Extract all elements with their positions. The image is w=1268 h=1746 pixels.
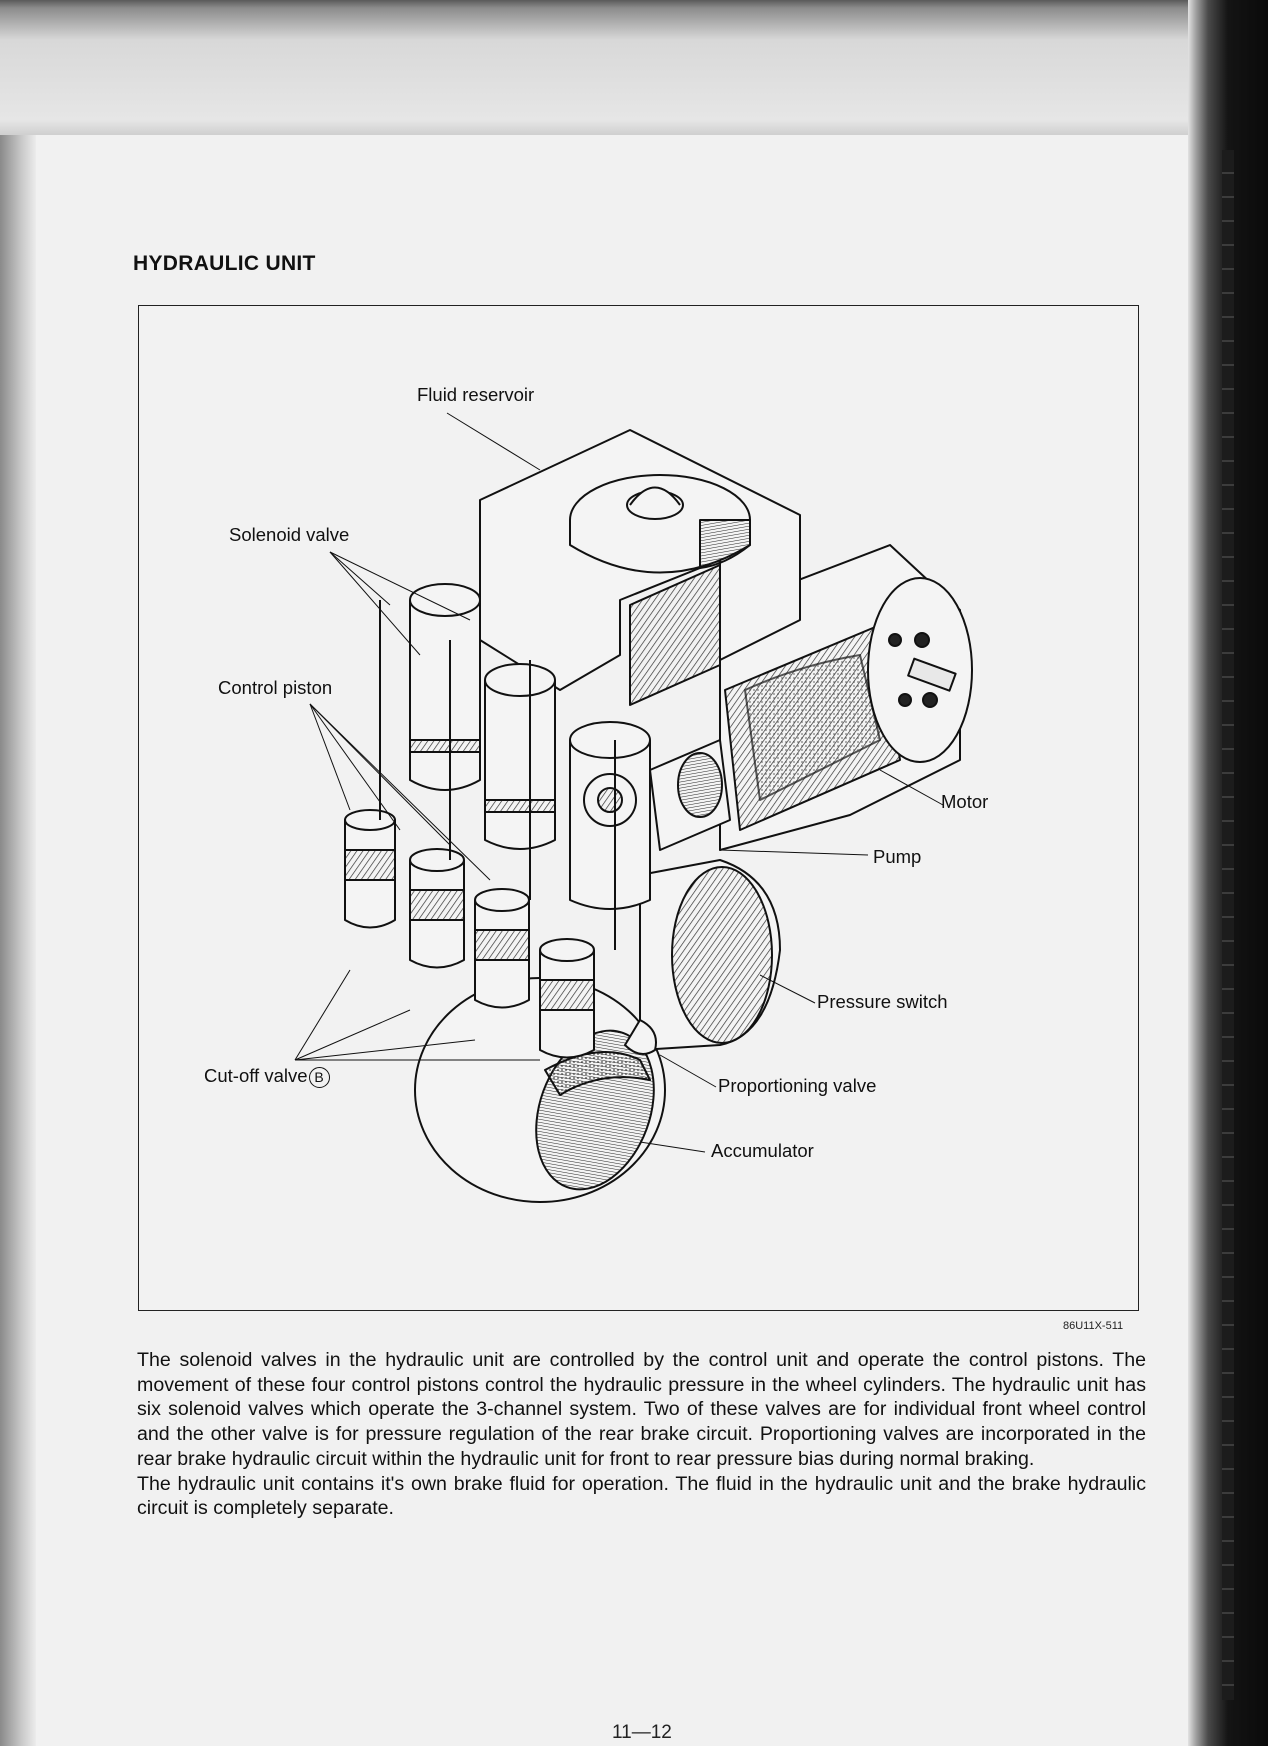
label-solenoid-valve: Solenoid valve (229, 524, 350, 545)
label-pressure-switch: Pressure switch (817, 991, 948, 1012)
cutoff-valve-circled-mark: B (309, 1067, 330, 1088)
page-number: 11—12 (612, 1722, 672, 1743)
label-cutoff-valve (204, 1065, 330, 1088)
section-title: HYDRAULIC UNIT (133, 252, 316, 275)
label-cutoff-valve-text: Cut-off valve (204, 1065, 308, 1086)
body-paragraph-2: The hydraulic unit contains it's own brake fluid for operation. The fluid in the hydraulic unit and the brake hydraulic circuit is completely separate. (137, 1472, 1146, 1520)
figure-code: 86U11X-511 (1063, 1320, 1124, 1332)
label-fluid-reservoir: Fluid reservoir (417, 384, 535, 405)
label-motor: Motor (941, 791, 989, 812)
pump-manifold (650, 740, 730, 850)
body-text (137, 1348, 1146, 1521)
pressure-switch-body (640, 860, 780, 1050)
body-paragraph-1: The solenoid valves in the hydraulic unit are controlled by the control unit and operate the control pistons. The movement of these four control pistons control the hydraulic pressure in the wheel cylinders. The hydraulic unit has six solenoid valves which operate the 3-channel system. Two of these valves are for individual front wheel control and the other valve is for pressure regulation of the rear brake circuit. Proportioning valves are incorporated in the rear brake hydraulic circuit within the hydraulic unit for front to rear pressure bias during normal braking. (137, 1349, 1146, 1470)
label-accumulator: Accumulator (711, 1140, 814, 1161)
label-control-piston: Control piston (218, 677, 333, 698)
label-pump: Pump (873, 846, 922, 867)
label-proportioning-valve: Proportioning valve (718, 1075, 877, 1096)
